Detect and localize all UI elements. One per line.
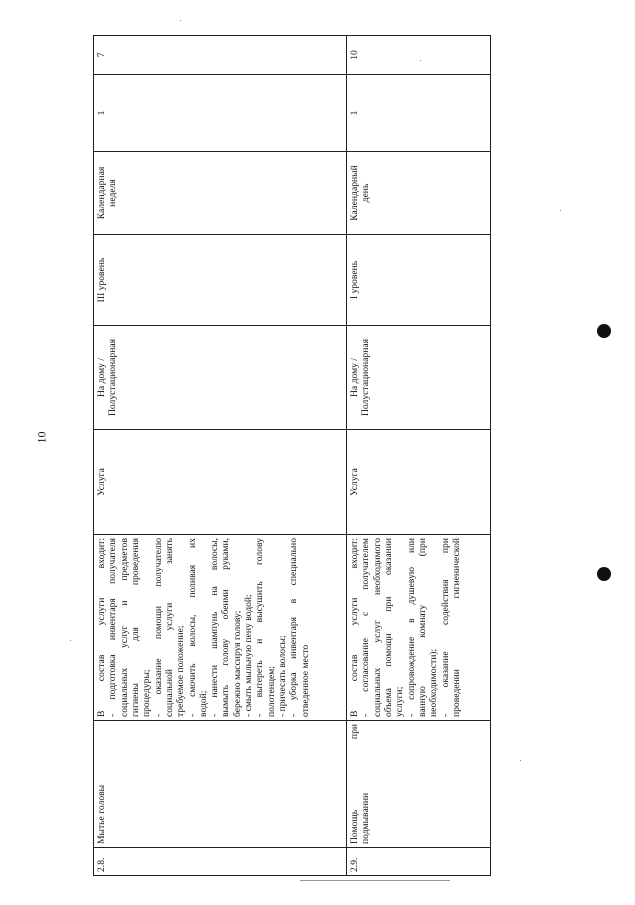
service-level: III уровень — [94, 235, 347, 326]
service-name: Помощь при подмывании — [347, 721, 491, 848]
service-form: На дому / Полустационарная — [347, 326, 491, 430]
service-count: 1 — [347, 75, 491, 152]
rotated-table-container — [93, 36, 490, 876]
service-name: Мытье головы — [94, 721, 347, 848]
service-count: 1 — [94, 75, 347, 152]
service-type: Услуга — [94, 430, 347, 535]
scan-artifact — [300, 880, 450, 881]
punch-hole-mark — [597, 324, 611, 338]
scan-speck — [70, 640, 71, 641]
service-value: 10 — [347, 36, 491, 75]
service-period: Календарная неделя — [94, 152, 347, 235]
service-description: В состав услуги входит: - согласование с получателем социальных услуг необходимого объема помощи при оказании услуги; - сопровождение в душевую или ванную комнату (при необходимости); - оказание содействия при проведении гигиенической — [347, 535, 491, 721]
scan-speck — [180, 20, 181, 21]
service-value: 7 — [94, 36, 347, 75]
row-number: 2.9. — [347, 848, 491, 876]
page-number: 10 — [34, 431, 49, 444]
table-row — [94, 36, 347, 876]
scan-speck — [520, 760, 521, 761]
service-level: I уровень — [347, 235, 491, 326]
service-period: Календарный день — [347, 152, 491, 235]
service-type: Услуга — [347, 430, 491, 535]
services-table — [93, 35, 491, 876]
punch-hole-mark — [597, 567, 611, 581]
service-form: На дому / Полустационарная — [94, 326, 347, 430]
service-description: В состав услуги входит: - подготовка инвентаря получателя социальных услуг и предметов гигиены для проведения процедуры; - оказание помощи получателю социальной услуги занять требуемое положение; - смочить волосы, поливая их водой; - нанести шампунь на волосы, вымыть голову обеими руками, бережно массируя голову; - смыть мыльную пену водой; - вытереть и высушить голову полотенцем; - причесать волосы; - уборка инвентаря в специально отведенное место — [94, 535, 347, 721]
scan-speck — [420, 60, 421, 61]
scan-speck — [560, 210, 561, 211]
row-number: 2.8. — [94, 848, 347, 876]
table-row — [347, 36, 491, 876]
